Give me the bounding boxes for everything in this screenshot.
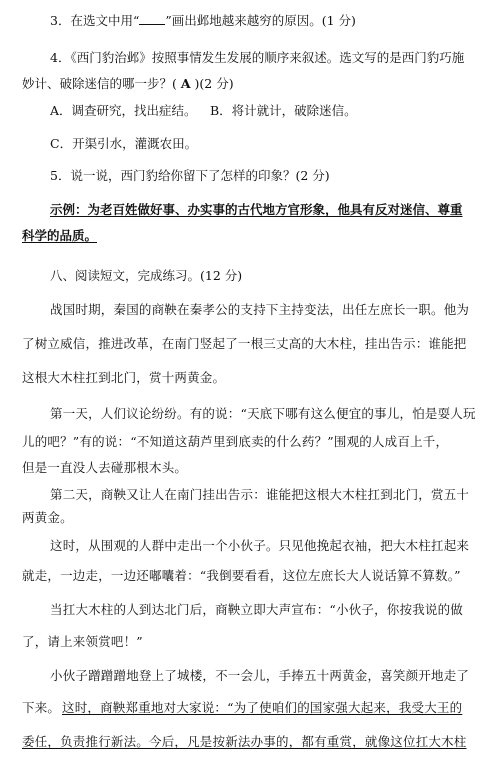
passage-line: 下来。 bbox=[22, 700, 61, 715]
question-4-option-c: C．开渠引水，灌溉农田。 bbox=[50, 136, 198, 151]
passage-line-underlined: 委任，负责推行新法。今后，凡是按新法办事的，都有重赏，就像这位扛大木柱 bbox=[22, 734, 467, 749]
passage-line: 就走，一边走，一边还嘟囔着：“我倒要看看，这位左庶长大人说话算不算数。” bbox=[22, 568, 461, 583]
question-3-text-after: ”画出邺地越来越穷的原因。(1 分) bbox=[165, 13, 356, 28]
question-4-option-b: B．将计就计，破除迷信。 bbox=[210, 103, 357, 118]
example-answer-line-1: 示例：为老百姓做好事、办实事的古代地方官形象，他具有反对迷信、尊重 bbox=[50, 202, 463, 217]
passage-line: 第二天，商鞅又让人在南门挂出告示：谁能把这根大木柱扛到北门，赏五十 bbox=[50, 487, 470, 502]
passage-line: 但是一直没人去碰那根木头。 bbox=[22, 460, 188, 475]
passage-line: 了，请上来领赏吧！” bbox=[22, 634, 143, 649]
passage-line: 儿的吧？”有的说：“不知道这葫芦里到底卖的什么药？”围观的人成百上千， bbox=[22, 434, 449, 449]
question-4-line-1: 4．《西门豹治邺》按照事情发生发展的顺序来叙述。选文写的是西门豹巧施 bbox=[50, 50, 465, 65]
question-4-prompt: 妙计、破除迷信的哪一步？( bbox=[22, 76, 181, 91]
passage-line: 两黄金。 bbox=[22, 510, 73, 525]
question-3-text-before: 3．在选文中用“ bbox=[50, 13, 140, 28]
question-4-line-2 bbox=[22, 76, 234, 92]
question-5: 5．说一说，西门豹给你留下了怎样的印象？(2 分) bbox=[50, 168, 330, 183]
passage-line: 这时，从围观的人群中走出一个小伙子。只见他挽起衣袖，把大木柱扛起来 bbox=[50, 538, 470, 553]
passage-line: 这根大木柱扛到北门，赏十两黄金。 bbox=[22, 370, 226, 385]
question-4-score: )(2 分) bbox=[190, 76, 234, 91]
passage-line: 小伙子蹭蹭蹭地登上了城楼，不一会儿，手捧五十两黄金，喜笑颜开地走了 bbox=[50, 668, 470, 683]
passage-line: 第一天，人们议论纷纷。有的说：“天底下哪有这么便宜的事儿，怕是耍人玩 bbox=[50, 406, 476, 421]
passage-line: 战国时期，秦国的商鞅在秦孝公的支持下主持变法，出任左庶长一职。他为 bbox=[50, 302, 470, 317]
passage-line: 了树立威信，推进改革，在南门竖起了一根三丈高的大木柱，挂出告示：谁能把 bbox=[22, 336, 467, 351]
question-4-answer: A bbox=[180, 76, 191, 91]
example-answer-line-2: 科学的品质。 bbox=[22, 228, 98, 243]
question-3 bbox=[50, 12, 356, 29]
section-8-title: 八、阅读短文，完成练习。(12 分) bbox=[50, 268, 243, 283]
passage-line-underlined: 这时，商鞅郑重地对大家说：“为了使咱们的国家强大起来，我受大王的 bbox=[62, 700, 463, 715]
answer-blank bbox=[139, 12, 165, 25]
question-4-option-a: A．调查研究，找出症结。 bbox=[50, 103, 197, 118]
passage-line: 当扛大木柱的人到达北门后，商鞅立即大声宣布：“小伙子，你按我说的做 bbox=[50, 602, 463, 617]
